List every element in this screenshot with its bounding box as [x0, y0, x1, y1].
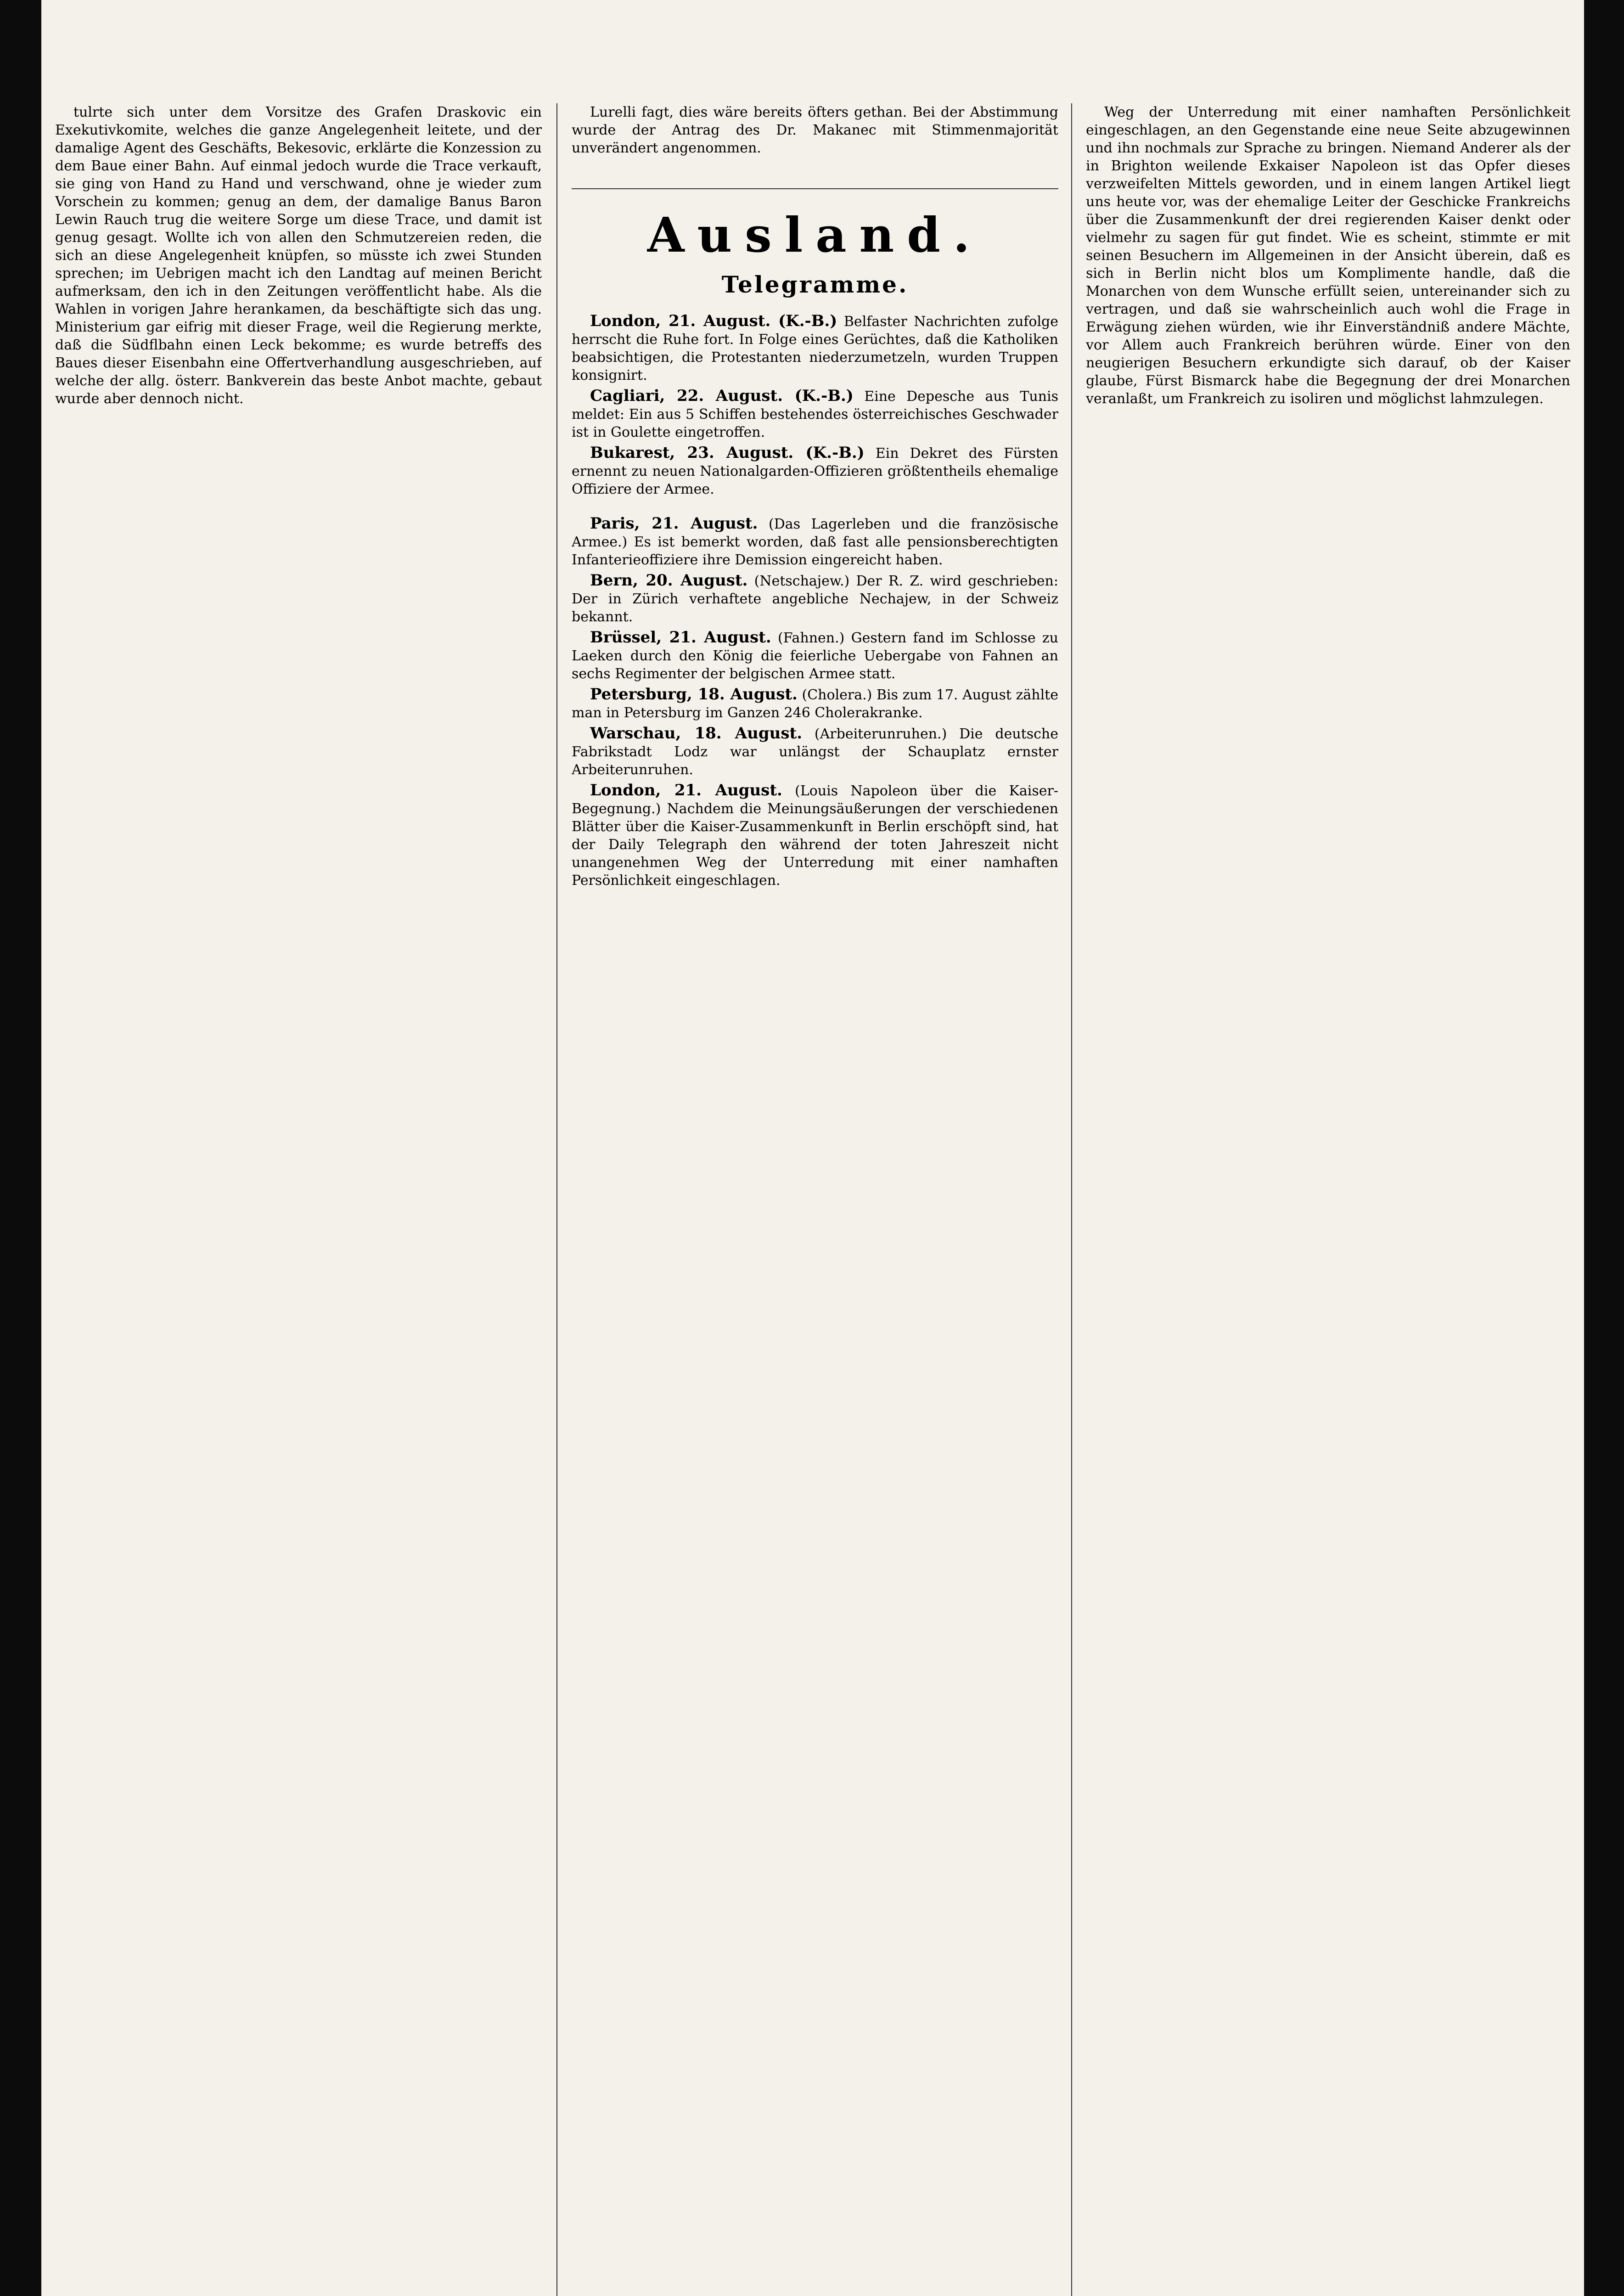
news-item	[572, 572, 1058, 626]
telegram-text: Eine Depesche aus Tunis meldet: Ein aus 5 Schiffen bestehendes österreichisches Geschwader ist in Goulette eingetroffen.	[572, 388, 1058, 440]
news-dateline: London, 21. August.	[590, 781, 782, 799]
news-text: (Netschajew.) Der R. Z. wird geschrieben: Der in Zürich verhaftete angebliche Nechajew, in der Schweiz bekannt.	[572, 573, 1058, 625]
news-dateline: Warschau, 18. August.	[590, 724, 803, 743]
news-item	[572, 725, 1058, 779]
telegram-dateline: London, 21. August. (K.-B.)	[590, 312, 837, 330]
news-item	[572, 629, 1058, 683]
telegram-text: Belfaster Nachrichten zufolge herrscht die Ruhe fort. In Folge eines Gerüchtes, daß die Katholiken beabsichtigen, die Protestanten niederzumetzeln, wurden Truppen konsignirt.	[572, 314, 1058, 383]
scan-edge-left	[0, 0, 41, 2296]
news-item	[572, 686, 1058, 722]
telegram-list	[572, 312, 1058, 892]
section-heading: Ausland.	[647, 207, 983, 263]
telegram-item	[572, 387, 1058, 441]
column-rule-2	[1071, 103, 1072, 2296]
telegram-item	[572, 444, 1058, 498]
news-dateline: Paris, 21. August.	[590, 514, 758, 533]
column-middle-top-text: Lurelli fagt, dies wäre bereits öfters gethan. Bei der Abstimmung wurde der Antrag des Dr. Makanec mit Stimmenmajorität unverändert angenommen.	[572, 104, 1058, 156]
telegram-item	[572, 312, 1058, 384]
scan-edge-right	[1584, 0, 1624, 2296]
news-text: (Das Lagerleben und die französische Armee.) Es ist bemerkt worden, daß fast alle pensionsberechtigten Infanterieoffiziere ihre Demission eingereicht haben.	[572, 516, 1058, 568]
news-text: (Louis Napoleon über die Kaiser-Begegnung.) Nachdem die Meinungsäußerungen der verschiedenen Blätter über die Kaiser-Zusammenkunft in Berlin erschöpft sind, hat der Daily Telegraph den während der toten Jahreszeit nicht unangenehmen Weg der Unterredung mit einer namhaften Persönlichkeit eingeschlagen.	[572, 783, 1058, 889]
column-rule-1	[556, 103, 557, 2296]
subheading: Telegramme.	[721, 271, 909, 298]
column-right	[1086, 103, 1570, 2296]
news-text: (Cholera.) Bis zum 17. August zählte man in Petersburg im Ganzen 246 Cholerakranke.	[572, 687, 1058, 721]
column-left-text: tulrte sich unter dem Vorsitze des Grafen Draskovic ein Exekutivkomite, welches die ganze Angelegenheit leitete, und der damalige Agent des Geschäfts, Bekesovic, erklärte die Konzession zu dem Baue einer Bahn. Auf einmal jedoch wurde die Trace verkauft, sie ging von Hand zu Hand und verschwand, ohne je wieder zum Vorschein zu kommen; genug an dem, der damalige Banus Baron Lewin Rauch trug die weitere Sorge um diese Trace, und damit ist genug gesagt. Wollte ich von allen den Schmutzereien reden, die sich an diese Angelegenheit knüpfen, so müsste ich zwei Stunden sprechen; im Uebrigen macht ich den Landtag auf meinen Bericht aufmerksam, den ich in den Zeitungen veröffentlicht habe. Als die Wahlen in vorigen Jahre herankamen, da beschäftigte sich das ung. Ministerium gar eifrig mit dieser Frage, weil die Regierung merkte, daß die Südflbahn einen Leck bekomme; es wurde betreffs des Baues dieser Eisenbahn eine Offertverhandlung ausgeschrieben, auf welche der allg. österr. Bankverein das beste Anbot machte, gebaut wurde aber dennoch nicht.	[55, 104, 542, 407]
news-dateline: Bern, 20. August.	[590, 571, 748, 590]
telegram-text: Ein Dekret des Fürsten ernennt zu neuen Nationalgarden-Offizieren größtentheils ehemalige Offiziere der Armee.	[572, 445, 1058, 497]
news-dateline: Brüssel, 21. August.	[590, 628, 771, 647]
news-item	[572, 515, 1058, 569]
column-right-text: Weg der Unterredung mit einer namhaften Persönlichkeit eingeschlagen, an den Gegenstande eine neue Seite abzugewinnen und ihn nochmals zur Sprache zu bringen. Niemand Anderer als der in Brighton weilende Exkaiser Napoleon ist das Opfer dieses verzweifelten Mittels geworden, und in einem langen Artikel liegt uns heute vor, was der ehemalige Leiter der Geschicke Frankreichs über die Zusammenkunft der drei regierenden Kaiser denkt oder vielmehr zu sagen für gut findet. Wie es scheint, stimmte er mit seinen Besuchern im Allgemeinen in der Ansicht überein, daß es sich in Berlin nicht blos um Komplimente handle, daß die Monarchen von dem Wunsche erfüllt seien, untereinander sich zu vertragen, und daß sie wahrscheinlich auch wohl die Frage in Erwägung ziehen würden, wie ihr Einverständniß andere Mächte, vor Allem auch Frankreich berühren würde. Einer von den neugierigen Besuchern erkundigte sich darauf, ob der Kaiser glaube, Fürst Bismarck habe die Begegnung der drei Monarchen veranlaßt, um Frankreich zu isoliren und möglichst lahmzulegen.	[1086, 104, 1570, 407]
news-text: (Fahnen.) Gestern fand im Schlosse zu Laeken durch den König die feierliche Uebergabe von Fahnen an sechs Regimenter der belgischen Armee statt.	[572, 630, 1058, 682]
telegram-dateline: Cagliari, 22. August. (K.-B.)	[590, 387, 854, 405]
telegram-dateline: Bukarest, 23. August. (K.-B.)	[590, 444, 865, 462]
column-left	[55, 103, 542, 2296]
news-dateline: Petersburg, 18. August.	[590, 685, 798, 703]
column-middle	[572, 103, 1058, 2296]
news-text: (Arbeiterunruhen.) Die deutsche Fabrikstadt Lodz war unlängst der Schauplatz ernster Arbeiterunruhen.	[572, 726, 1058, 778]
news-item	[572, 782, 1058, 889]
